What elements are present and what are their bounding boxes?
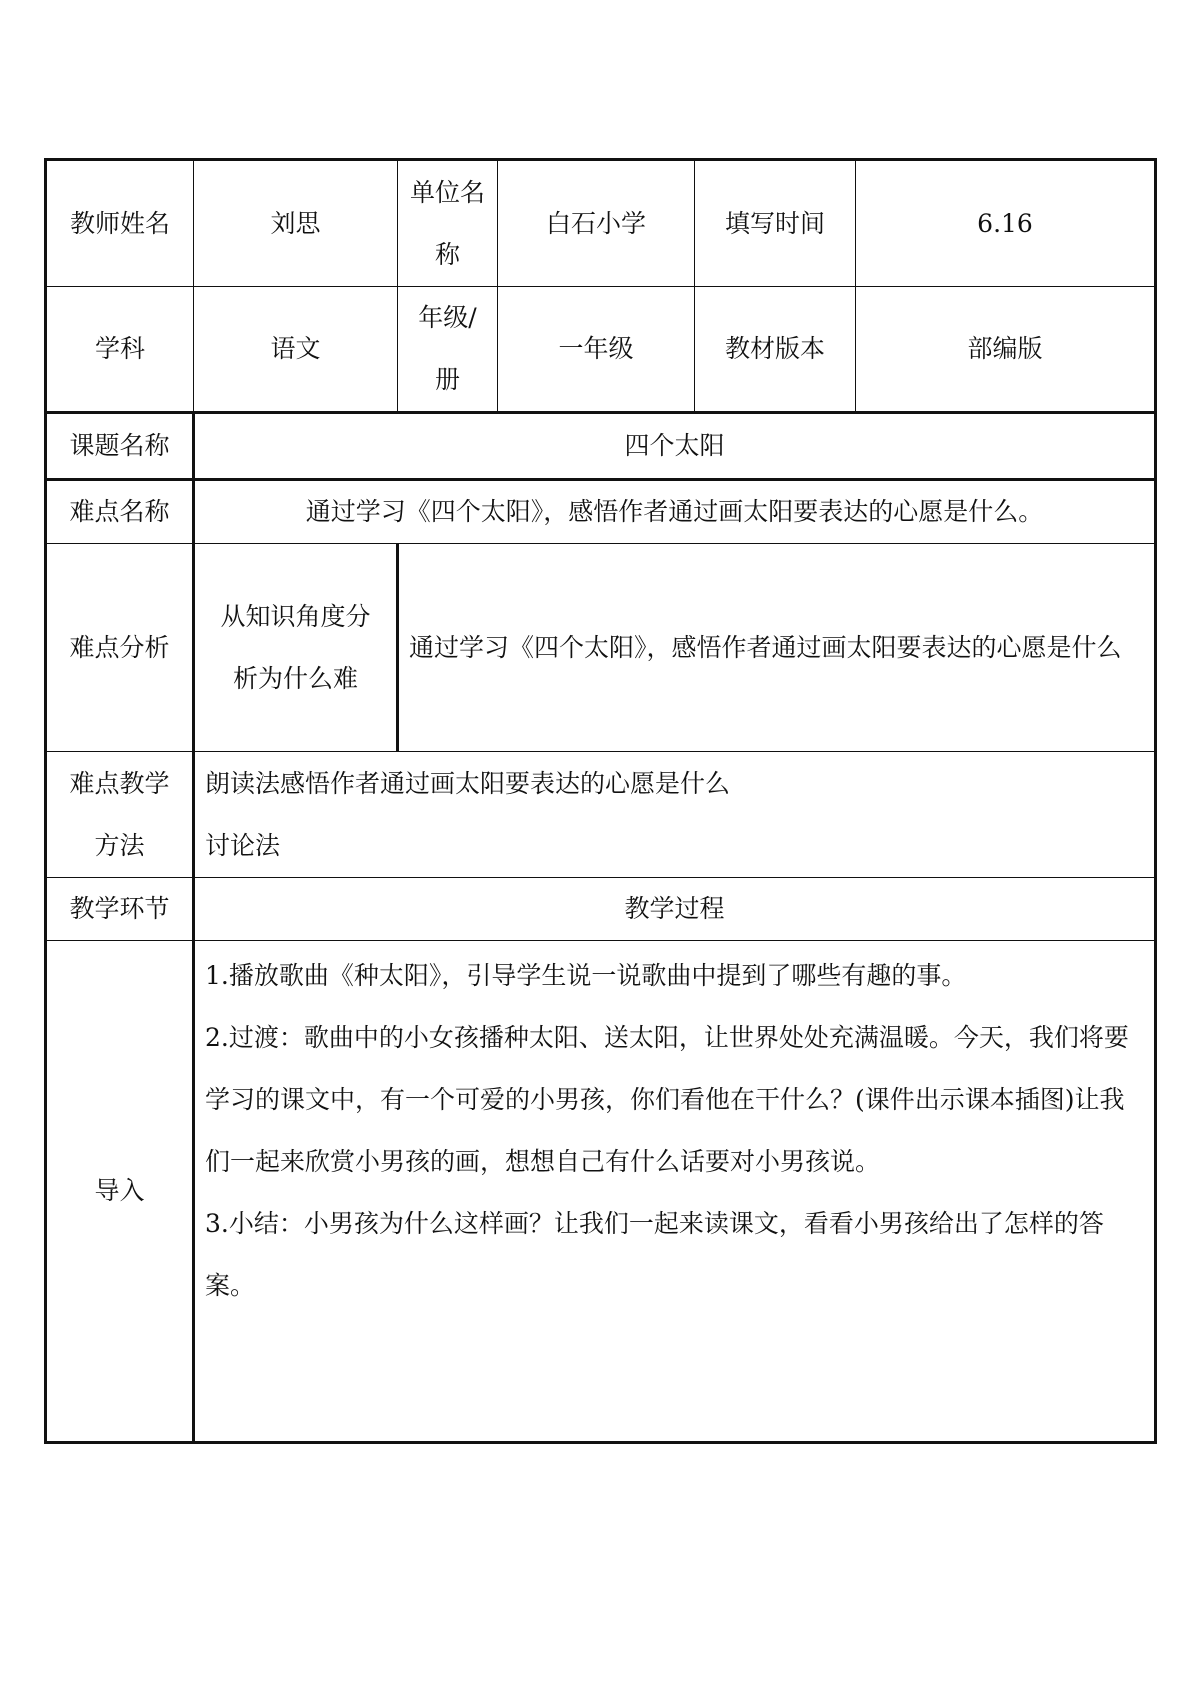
grade-label: 年级/册 (398, 287, 498, 413)
edition-label: 教材版本 (695, 287, 856, 413)
difficulty-row (46, 480, 1156, 544)
teacher-name-value: 刘思 (194, 160, 398, 287)
intro-paragraph-2: 2.过渡：歌曲中的小女孩播种太阳、送太阳，让世界处处充满温暖。今天，我们将要学习的课文中，有一个可爱的小男孩，你们看他在干什么？(课件出示课本插图)让我们一起来欣赏小男孩的画，想想自己有什么话要对小男孩说。 (205, 1023, 1129, 1176)
method-row (46, 752, 1156, 878)
difficulty-value: 通过学习《四个太阳》，感悟作者通过画太阳要表达的心愿是什么。 (194, 480, 1156, 544)
analysis-value: 通过学习《四个太阳》，感悟作者通过画太阳要表达的心愿是什么 (398, 544, 1156, 752)
method-label: 难点教学方法 (46, 752, 194, 878)
topic-value: 四个太阳 (194, 413, 1156, 480)
grade-value: 一年级 (498, 287, 695, 413)
unit-name-value: 白石小学 (498, 160, 695, 287)
fill-date-label: 填写时间 (695, 160, 856, 287)
process-section-value: 教学过程 (194, 878, 1156, 941)
method-content (194, 752, 1156, 878)
fill-date-value: 6.16 (856, 160, 1156, 287)
edition-value: 部编版 (856, 287, 1156, 413)
method-line-2: 讨论法 (205, 830, 281, 860)
method-line-1: 朗读法感悟作者通过画太阳要表达的心愿是什么 (205, 768, 731, 798)
analysis-sub-label: 从知识角度分析为什么难 (194, 544, 398, 752)
difficulty-label: 难点名称 (46, 480, 194, 544)
header-row-1 (46, 160, 1156, 287)
header-row-2 (46, 287, 1156, 413)
analysis-label: 难点分析 (46, 544, 194, 752)
subject-value: 语文 (194, 287, 398, 413)
topic-row (46, 413, 1156, 480)
intro-paragraph-3: 3.小结：小男孩为什么这样画？让我们一起来读课文，看看小男孩给出了怎样的答案。 (205, 1209, 1104, 1300)
intro-row (46, 941, 1156, 1443)
process-section-label: 教学环节 (46, 878, 194, 941)
subject-label: 学科 (46, 287, 194, 413)
teacher-name-label: 教师姓名 (46, 160, 194, 287)
intro-label: 导入 (46, 941, 194, 1443)
intro-content (194, 941, 1156, 1443)
topic-label: 课题名称 (46, 413, 194, 480)
lesson-plan-table (44, 158, 1157, 1444)
intro-paragraph-1: 1.播放歌曲《种太阳》，引导学生说一说歌曲中提到了哪些有趣的事。 (205, 961, 967, 990)
analysis-row (46, 544, 1156, 752)
unit-name-label: 单位名称 (398, 160, 498, 287)
process-header-row (46, 878, 1156, 941)
